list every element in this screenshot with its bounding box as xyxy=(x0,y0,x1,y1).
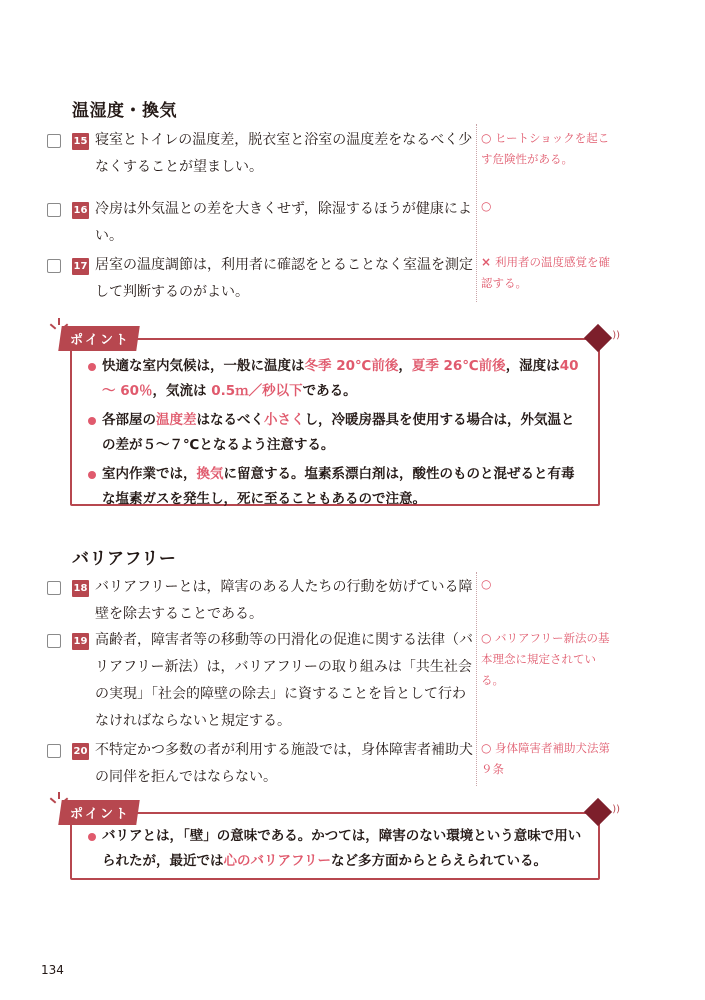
answer-text: ヒートショックを起こす危険性がある。 xyxy=(481,131,610,166)
answer-text: バリアフリー新法の基本理念に規定されている。 xyxy=(481,631,610,687)
point-bullet: 快適な室内気候は，一般に温度は冬季 20℃前後，夏季 26℃前後，湿度は40 ～ 60％，気流は 0.5ｍ／秒以下である。 xyxy=(88,354,582,404)
point-box-1 xyxy=(70,330,620,507)
question-16 xyxy=(47,196,477,256)
correct-mark: ○ xyxy=(481,577,492,591)
point-label: ポイント xyxy=(58,800,140,825)
question-text: バリアフリーとは，障害のある人たちの行動を妨げている障壁を除去することである。 xyxy=(95,579,473,622)
point-bullet: 各部屋の温度差はなるべく小さくし，冷暖房器具を使用する場合は，外気温との差が５～７℃となるよう注意する。 xyxy=(88,408,582,458)
point-bullet: バリアとは，「壁」の意味である。かつては，障害のない環境という意味で用いられたが，最近では心のバリアフリーなど多方面からとらえられている。 xyxy=(88,824,582,874)
incorrect-mark: × xyxy=(481,255,492,269)
answer-text: 身体障害者補助犬法第９条 xyxy=(481,741,610,776)
question-text: 不特定かつ多数の者が利用する施設では，身体障害者補助犬の同伴を拒んではならない。 xyxy=(95,742,473,785)
question-19 xyxy=(47,627,477,737)
answer-15 xyxy=(481,128,611,170)
checkbox[interactable] xyxy=(47,203,61,217)
question-18 xyxy=(47,574,477,634)
question-text: 寝室とトイレの温度差，脱衣室と浴室の温度差をなるべく少なくすることが望ましい。 xyxy=(95,132,473,175)
checkbox[interactable] xyxy=(47,134,61,148)
question-number: 15 xyxy=(72,133,89,150)
answer-20 xyxy=(481,738,611,780)
correct-mark: ○ xyxy=(481,131,492,145)
sparkle-icon: )) xyxy=(612,330,620,341)
correct-mark: ○ xyxy=(481,199,492,213)
answer-text: 利用者の温度感覚を確認する。 xyxy=(481,255,610,290)
answer-17 xyxy=(481,252,611,294)
question-number: 16 xyxy=(72,202,89,219)
checkbox[interactable] xyxy=(47,581,61,595)
answer-19 xyxy=(481,628,611,691)
question-text: 高齢者，障害者等の移動等の円滑化の促進に関する法律（バリアフリー新法）は，バリアフリーの取り組みは「共生社会の実現」「社会的障壁の除去」に資することを旨として行わなければならないと規定する。 xyxy=(95,632,473,729)
question-20 xyxy=(47,737,477,797)
answer-18 xyxy=(481,574,611,595)
question-number: 19 xyxy=(72,633,89,650)
checkbox[interactable] xyxy=(47,744,61,758)
point-label: ポイント xyxy=(58,326,140,351)
question-15 xyxy=(47,127,477,187)
question-text: 冷房は外気温との差を大きくせず，除湿するほうが健康によい。 xyxy=(95,201,472,244)
question-text: 居室の温度調節は，利用者に確認をとることなく室温を測定して判断するのがよい。 xyxy=(95,257,473,300)
section-title-barrier-free: バリアフリー xyxy=(72,549,177,569)
section-title-temperature: 温湿度・換気 xyxy=(72,101,177,121)
correct-mark: ○ xyxy=(481,631,492,645)
question-number: 18 xyxy=(72,580,89,597)
answer-16 xyxy=(481,196,611,217)
point-bullet: 室内作業では，換気に留意する。塩素系漂白剤は，酸性のものと混ぜると有毒な塩素ガスを発生し，死に至ることもあるので注意。 xyxy=(88,462,582,512)
page-number: 134 xyxy=(41,963,64,977)
question-number: 17 xyxy=(72,258,89,275)
correct-mark: ○ xyxy=(481,741,492,755)
checkbox[interactable] xyxy=(47,634,61,648)
question-17 xyxy=(47,252,477,312)
point-box-2 xyxy=(70,804,620,880)
checkbox[interactable] xyxy=(47,259,61,273)
sparkle-icon: )) xyxy=(612,804,620,815)
question-number: 20 xyxy=(72,743,89,760)
